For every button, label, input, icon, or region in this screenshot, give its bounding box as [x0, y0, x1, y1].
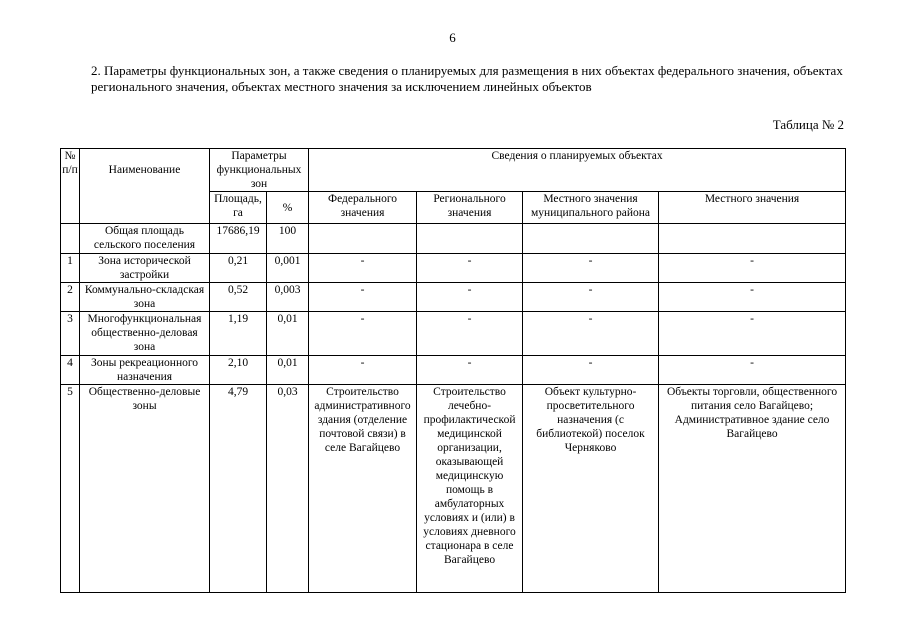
- row-municipal: [523, 224, 659, 254]
- row-pct: 0,003: [267, 283, 309, 312]
- row-regional: [417, 224, 523, 254]
- row-regional: -: [417, 283, 523, 312]
- header-federal: Федерального значения: [309, 192, 417, 224]
- row-pct: 100: [267, 224, 309, 254]
- row-municipal: -: [523, 312, 659, 356]
- row-name: Многофункциональная общественно-деловая зона: [80, 312, 210, 356]
- row-area: 4,79: [210, 385, 267, 593]
- table-caption: Таблица № 2: [772, 117, 844, 132]
- row-municipal: -: [523, 283, 659, 312]
- table-row: [61, 356, 846, 385]
- row-local: -: [659, 312, 846, 356]
- row-federal: -: [309, 312, 417, 356]
- header-municipal: Местного значения муниципального района: [523, 192, 659, 224]
- row-federal: -: [309, 356, 417, 385]
- row-municipal: -: [523, 254, 659, 283]
- header-pct: %: [267, 192, 309, 224]
- row-municipal: Объект культурно-просветительного назначения (с библиотекой) поселок Черняково: [523, 385, 659, 593]
- row-name: Коммунально-складская зона: [80, 283, 210, 312]
- row-name: Общественно-деловые зоны: [80, 385, 210, 593]
- row-name: Зоны рекреационного назначения: [80, 356, 210, 385]
- row-area: 17686,19: [210, 224, 267, 254]
- row-local: Объекты торговли, общественного питания село Вагайцево; Административное здание село Вагайцево: [659, 385, 846, 593]
- page-number: 6: [449, 30, 456, 45]
- row-local: [659, 224, 846, 254]
- row-local: -: [659, 356, 846, 385]
- table-row: [61, 385, 846, 593]
- row-regional: -: [417, 312, 523, 356]
- table-row: [61, 254, 846, 283]
- row-num: 2: [61, 283, 80, 312]
- header-name: Наименование: [80, 149, 210, 224]
- row-federal: Строительство административного здания (отделение почтовой связи) в селе Вагайцево: [309, 385, 417, 593]
- row-regional: -: [417, 356, 523, 385]
- row-regional: -: [417, 254, 523, 283]
- row-pct: 0,01: [267, 356, 309, 385]
- table-row: [61, 312, 846, 356]
- header-num: № п/п: [61, 149, 80, 224]
- header-local: Местного значения: [659, 192, 846, 224]
- header-row-1: [61, 149, 846, 192]
- row-local: -: [659, 283, 846, 312]
- row-federal: -: [309, 283, 417, 312]
- row-name: Общая площадь сельского поселения: [80, 224, 210, 254]
- row-federal: -: [309, 254, 417, 283]
- row-num: 3: [61, 312, 80, 356]
- header-params: Параметры функциональных зон: [210, 149, 309, 192]
- row-local: -: [659, 254, 846, 283]
- header-area: Площадь, га: [210, 192, 267, 224]
- table-row: [61, 283, 846, 312]
- row-area: 1,19: [210, 312, 267, 356]
- header-regional: Регионального значения: [417, 192, 523, 224]
- row-pct: 0,03: [267, 385, 309, 593]
- row-federal: [309, 224, 417, 254]
- row-pct: 0,01: [267, 312, 309, 356]
- row-num: 4: [61, 356, 80, 385]
- row-num: 1: [61, 254, 80, 283]
- row-area: 0,52: [210, 283, 267, 312]
- table-row-total: [61, 224, 846, 254]
- row-area: 2,10: [210, 356, 267, 385]
- header-info: Сведения о планируемых объектах: [309, 149, 846, 192]
- row-num: 5: [61, 385, 80, 593]
- zones-table: [60, 148, 846, 593]
- row-regional: Строительство лечебно-профилактической медицинской организации, оказывающей медицинскую помощь в амбулаторных условиях и (или) в условиях дневного стационара в селе Вагайцево: [417, 385, 523, 593]
- row-municipal: -: [523, 356, 659, 385]
- row-name: Зона исторической застройки: [80, 254, 210, 283]
- section-heading: 2. Параметры функциональных зон, а также сведения о планируемых для размещения в них объектах федерального значения, объектах регионального значения, объектах местного значения за исключением линейных объектов: [91, 63, 843, 94]
- row-num: [61, 224, 80, 254]
- row-area: 0,21: [210, 254, 267, 283]
- row-pct: 0,001: [267, 254, 309, 283]
